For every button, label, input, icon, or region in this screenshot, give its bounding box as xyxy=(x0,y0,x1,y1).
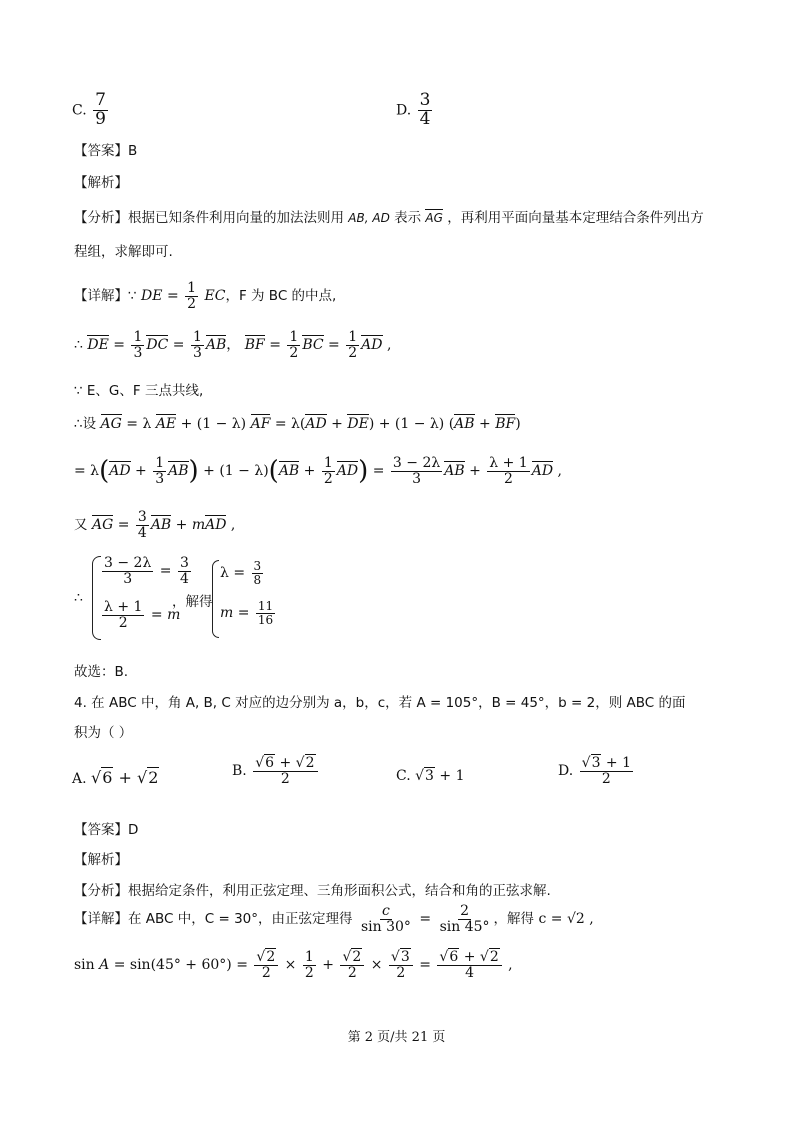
option-d-label: D. xyxy=(396,102,412,119)
q4-detail-line1: 【详解】在 ABC 中，C = 30°，由正弦定理得 $\frac{c}{\sin 30^\circ}$ = $\frac{2}{\sin 45^\circ}$ ，解得 c = √2 , xyxy=(74,903,594,935)
q4-analysis: 【分析】根据给定条件，利用正弦定理、三角形面积公式，结合和角的正弦求解. xyxy=(74,883,551,899)
q4-option-b: B. $\frac{√6 + √2}{2}$ xyxy=(232,756,320,786)
solution-lambda: λ = $\frac{3}{8}$ xyxy=(220,559,262,587)
q4-answer: 【答案】D xyxy=(74,822,139,838)
q4-sin-a: sin A = sin(45° + 60°) = $\frac{√2}{2}$ × $\frac{1}{2}$ + $\frac{√2}{2}$ × $\frac{√3}{2}$ = $\frac{√6 + √2}{4}$ , xyxy=(74,949,513,981)
q3-solve-text: ，解得 xyxy=(172,594,213,610)
option-c xyxy=(72,92,110,129)
q3-set-ag: ∴设 AG = λ AE + (1 − λ) AF = λ(AD + DE) + (1 − λ) (AB + BF) xyxy=(74,416,521,432)
solution-brace xyxy=(212,560,219,638)
q4-option-d: D. $\frac{√3 + 1}{2}$ xyxy=(558,755,632,787)
q4-analysis-heading: 【解析】 xyxy=(74,852,128,868)
q4-option-a: A. √6 + √2 xyxy=(72,768,159,787)
q3-answer: 【答案】B xyxy=(74,143,138,159)
q4-option-c: C. √3 + 1 xyxy=(396,768,465,784)
q3-detail-line1: 【详解】∵ DE = $\frac{1}{2}$ EC，F 为 BC 的中点, xyxy=(74,280,337,312)
q3-expand: = λ(AD + $\frac{1}{3}$ AB) + (1 − λ)(AB + $\frac{1}{2}$ AD) = $\frac{3 - 2\lambda}{3}$ AB + $\frac{\lambda + 1}{2}$ AD , xyxy=(74,455,562,487)
equation-2: $\frac{\lambda + 1}{2}$ = m xyxy=(104,599,181,631)
option-d-fraction: $\frac{3}{4}$ xyxy=(419,90,431,129)
option-d xyxy=(396,92,434,129)
q3-analysis-line2: 程组，求解即可. xyxy=(74,244,173,260)
option-c-label: C. xyxy=(72,102,87,119)
solution-m: m = $\frac{11}{16}$ xyxy=(220,599,274,627)
q3-also: 又 AG = $\frac{3}{4}$ AB + mAD , xyxy=(74,509,236,541)
page-footer: 第 2 页/共 21 页 xyxy=(347,1030,446,1045)
q3-analysis-heading: 【解析】 xyxy=(74,175,128,191)
option-c-fraction: $\frac{7}{9}$ xyxy=(95,90,106,129)
equation-1: $\frac{3 - 2\lambda}{3}$ = $\frac{3}{4}$ xyxy=(104,555,189,587)
q4-stem-line2: 积为（ ） xyxy=(74,725,133,741)
q3-analysis-line1: 【分析】根据已知条件利用向量的加法法则用 AB, AD 表示 AG ，再利用平面向量基本定理结合条件列出方 xyxy=(74,210,704,226)
q3-detail-line2: ∴ DE = $\frac{1}{3}$ DC = $\frac{1}{3}$ AB， BF = $\frac{1}{2}$ BC = $\frac{1}{2}$ AD , xyxy=(74,329,392,361)
q4-stem-line1: 4. 在 ABC 中，角 A, B, C 对应的边分别为 a，b，c，若 A = 105°，B = 45°，b = 2，则 ABC 的面 xyxy=(74,695,686,711)
q3-collinear: ∵ E、G、F 三点共线, xyxy=(74,383,204,399)
q3-choose: 故选：B. xyxy=(74,664,129,680)
q3-therefore-system: ∴ xyxy=(74,590,83,606)
